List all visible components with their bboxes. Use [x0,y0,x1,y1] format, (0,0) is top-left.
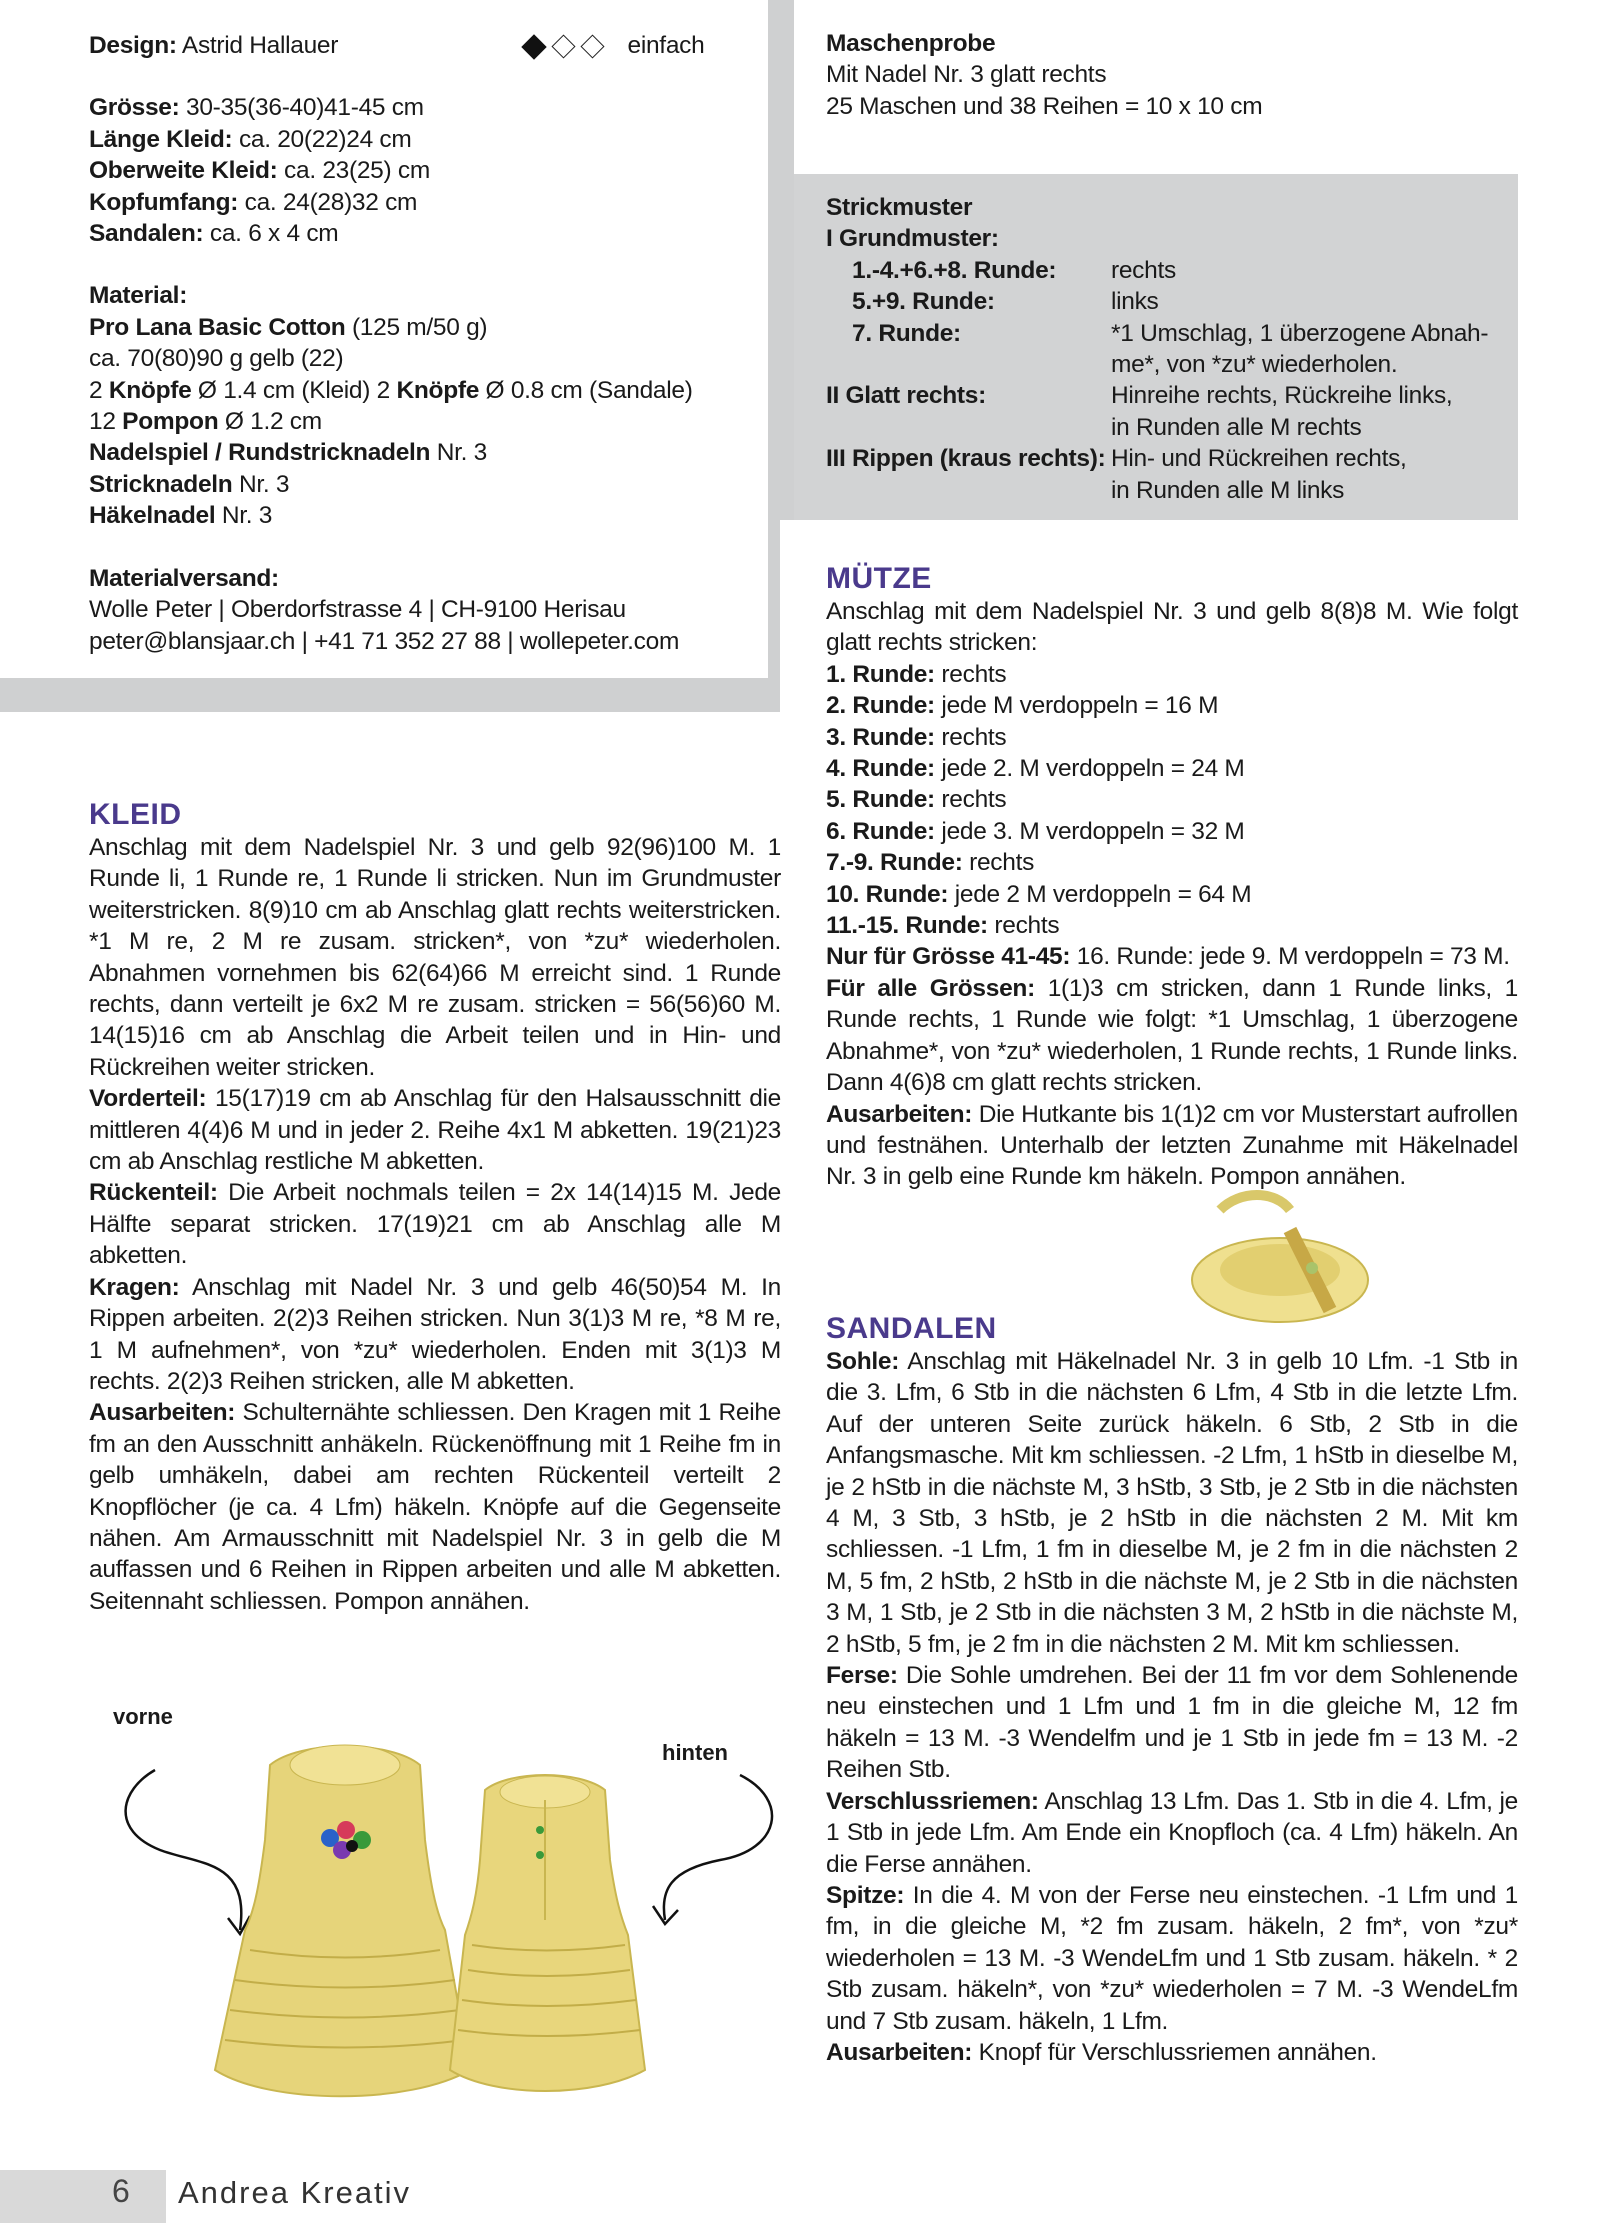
kleid-title: KLEID [89,798,182,831]
kleid-section [89,798,781,1617]
divider-bar [780,0,794,174]
pattern-main-title: I Grundmuster: [826,225,999,253]
round-label: 2. Runde: [826,692,935,720]
head-label: Kopfumfang: [89,188,239,216]
arrow-icon [126,1770,242,1930]
toe-label: Spitze: [826,1881,905,1909]
pattern-row [826,318,1496,349]
muetze-section [826,562,1518,1193]
round-text: jede 2 M verdoppeln = 64 M [948,880,1252,908]
divider-bar [780,174,794,520]
round-label: 10. Runde: [826,880,949,908]
round-row [826,910,1518,941]
head-value: ca. 24(28)32 cm [244,188,418,216]
round-text: rechts [962,849,1035,877]
label-back-photo: hinten [662,1740,728,1765]
pattern-section [826,192,1496,506]
sandalen-finish-text: Knopf für Verschlussriemen annähen. [972,2038,1377,2066]
pattern-row-label: 5.+9. Runde: [852,288,995,316]
front-text: 15(17)19 cm ab Anschlag für den Halsausschnitt die mittleren 4(4)6 M und in jeder 2. Reihe 4x1 M abketten. 19(21)23 cm ab Anschlag restliche M abketten. [89,1085,781,1176]
sandals-value: ca. 6 x 4 cm [209,220,339,248]
all-sizes-text: 1(1)3 cm stricken, dann 1 Runde links, 1 Runde rechts, 1 Runde wie folgt: *1 Umschlag, 1 überzogene Abnahme*, von *zu* wiederholen, 1 Runde rechts, 1 Runde links. Dann 4(6)8 cm glatt rechts stricken. [826,974,1518,1097]
round-row [826,816,1518,847]
pattern-title: Strickmuster [826,194,973,221]
dress-front-image [215,1745,470,2096]
gauge-title: Maschenprobe [826,30,996,57]
yarn-details: (125 m/50 g) [351,313,488,341]
round-row [826,753,1518,784]
round-text: 16. Runde: jede 9. M verdoppeln = 73 M. [1070,943,1510,971]
pattern-ii-label: II Glatt rechts: [826,382,986,410]
length-value: ca. 20(22)24 cm [238,125,412,153]
round-row [826,722,1518,753]
round-label: 7.-9. Runde: [826,849,963,877]
shipping-address: Wolle Peter | Oberdorfstrasse 4 | CH-9100 Herisau [89,596,626,624]
sole-text: Anschlag mit Häkelnadel Nr. 3 in gelb 10 Lfm. -1 Stb in die 3. Lfm, 6 Stb in die nächsten 6 Lfm, 4 Stb in die letzte Lfm. Auf der unteren Seite zurück häkeln. 6 Stb, 2 Stb in die Anfangsmasche. Mit km schliessen. -2 Lfm, 1 hStb in dieselbe M, je 2 hStb in die nächste M, 3 hStb, 3 Stb, je 2 Stb in die nächsten 4 M, 3 Stb, 3 hStb, je 2 hStb in die nächsten 2 M. Mit km schliessen. -1 Lfm, 1 fm in dieselbe M, je 2 fm in die nächsten 2 M, 5 fm, 2 hStb, 2 hStb in die nächste M, je 2 Stb in die nächsten 3 M, 1 Stb, je 2 Stb in die nächsten 3 M, 2 hStb in die nächste M, 2 hStb, 5 fm, je 2 fm in die nächsten 2 M. Mit km schliessen. [826,1348,1518,1658]
knitting-needles-line: Stricknadeln Nr. 3 [89,470,290,498]
pattern-row-value: *1 Umschlag, 1 überzogene Abnah- [1111,319,1489,347]
gauge-line: 25 Maschen und 38 Reihen = 10 x 10 cm [826,92,1263,120]
front-label: Vorderteil: [89,1085,207,1113]
round-text: jede 2. M verdoppeln = 24 M [934,755,1245,783]
round-label: 6. Runde: [826,817,935,845]
label-front-photo: vorne [113,1704,173,1729]
back-label: Rückenteil: [89,1179,218,1207]
pattern-ii-text: in Runden alle M rechts [1111,413,1362,441]
round-row [826,879,1518,910]
difficulty-label: einfach [627,32,705,59]
round-text: jede 3. M verdoppeln = 32 M [934,817,1245,845]
sandalen-title: SANDALEN [826,1312,997,1345]
back-text: Die Arbeit nochmals teilen = 2x 14(14)15 M. Jede Hälfte separat stricken. 17(19)21 cm ab Anschlag alle M abketten. [89,1179,781,1270]
round-row [826,690,1518,721]
needles-line: Nadelspiel / Rundstricknadeln Nr. 3 [89,439,487,467]
muetze-intro: Anschlag mit dem Nadelspiel Nr. 3 und gelb 8(8)8 M. Wie folgt glatt rechts stricken: [826,598,1518,657]
pattern-row-label: 7. Runde: [852,319,961,347]
sole-label: Sohle: [826,1348,900,1375]
material-title: Material: [89,282,188,310]
footer-bar [0,2170,166,2223]
toe-text: In die 4. M von der Ferse neu einstechen. -1 Lfm und 1 fm, in die gleiche M, *2 fm zusam. häkeln, 2 fm*, von *zu* wiederholen = 13 M. -3 WendeLfm und 1 Stb zusam. häkeln. * 2 Stb zusam. häkeln*, von *zu* wiederholen = 7 M. -3 WendeLfm und 7 Stb zusam. häkeln, 1 Lfm. [826,1881,1518,2035]
brand-name: Andrea Kreativ [178,2175,412,2210]
pattern-row [826,349,1496,380]
difficulty-rating [519,30,704,61]
divider-bar [0,678,780,712]
sandalen-finish-label: Ausarbeiten: [826,2038,973,2066]
round-label: Nur für Grösse 41-45: [826,943,1071,971]
all-sizes-label: Für alle Grössen: [826,974,1035,1002]
gauge-section [826,28,1486,122]
page-number: 6 [112,2173,130,2209]
crochet-hook-line: Häkelnadel Nr. 3 [89,502,273,530]
collar-label: Kragen: [89,1273,180,1301]
dress-back-image [450,1775,645,2091]
round-text: jede M verdoppeln = 16 M [934,692,1219,720]
muetze-finish-label: Ausarbeiten: [826,1100,973,1128]
sandal-photo [1180,1190,1380,1330]
heel-text: Die Sohle umdrehen. Bei der 11 fm vor dem Sohlenende neu einstechen und 1 Lfm und 1 fm in die gleiche M, 12 fm häkeln = 13 M. -3 Wendelfm und je 1 Stb in jede fm = 13 M. -2 Reihen Stb. [826,1662,1518,1784]
design-label: Design: [89,32,177,59]
design-info [89,30,749,657]
size-value: 30-35(36-40)41-45 cm [186,94,424,122]
pattern-row [826,255,1496,286]
round-text: rechts [934,723,1007,751]
heel-label: Ferse: [826,1662,898,1690]
pattern-iii-text: Hin- und Rückreihen rechts, [1111,445,1407,473]
pattern-row [826,286,1496,317]
pattern-row-value: rechts [1111,256,1176,284]
round-label: 5. Runde: [826,786,935,814]
round-text: rechts [987,912,1060,940]
diamond-empty-icon [580,35,604,59]
chest-value: ca. 23(25) cm [284,157,430,185]
gauge-line: Mit Nadel Nr. 3 glatt rechts [826,61,1107,89]
diamond-empty-icon [551,35,575,59]
pattern-row-value: links [1111,288,1159,316]
yarn-amount: ca. 70(80)90 g gelb (22) [89,345,344,373]
round-row [826,847,1518,878]
kleid-intro: Anschlag mit dem Nadelspiel Nr. 3 und gelb 92(96)100 M. 1 Runde li, 1 Runde re, 1 Runde li stricken. Nun im Grundmuster weiterstricken. 8(9)10 cm ab Anschlag glatt rechts weiterstricken. *1 M re, 2 M re zusam. stricken*, von *zu* wiederholen. Abnahmen vornehmen bis 62(64)66 M erreicht sind. 1 Runde rechts, dann verteilt je 6x2 M re zusam. stricken = 56(56)60 M. 14(15)16 cm ab Anschlag die Arbeit teilen und in Hin- und Rückreihen weiter stricken. [89,834,781,1081]
round-row [826,784,1518,815]
round-text: rechts [934,786,1007,814]
kleid-finish-text: Schulternähte schliessen. Den Kragen mit 1 Reihe fm an den Ausschnitt anhäkeln. Rückenöffnung mit 1 Reihe fm in gelb umhäkeln, dabei am rechten Rückenteil verteilt 2 Knopflöcher (je ca. 4 Lfm) häkeln. Knöpfe auf die Gegenseite nähen. Am Armausschnitt mit Nadelspiel Nr. 3 in gelb die M auffassen und 6 Reihen in Rippen arbeiten und alle M abketten. Seitennaht schliessen. Pompon annähen. [89,1399,781,1615]
design-value: Astrid Hallauer [181,32,339,59]
round-label: 1. Runde: [826,660,935,688]
pattern-iii-label: III Rippen (kraus rechts): [826,445,1106,473]
round-row [826,941,1518,972]
muetze-finish-text: Die Hutkante bis 1(1)2 cm vor Musterstart aufrollen und festnähen. Unterhalb der letzten Zunahme mit Häkelnadel Nr. 3 in gelb eine Runde km häkeln. Pompon annähen. [826,1100,1518,1191]
round-text: rechts [934,660,1007,688]
pattern-iii-text: in Runden alle M links [1111,476,1345,504]
round-label: 11.-15. Runde: [826,912,988,940]
divider-bar [768,0,780,712]
chest-label: Oberweite Kleid: [89,157,278,185]
arrow-icon [664,1775,772,1920]
round-label: 3. Runde: [826,723,935,751]
pattern-row-value: me*, von *zu* wiederholen. [1111,351,1398,379]
pattern-ii-text: Hinreihe rechts, Rückreihe links, [1111,382,1453,410]
sandals-label: Sandalen: [89,220,204,248]
strap-text: Anschlag 13 Lfm. Das 1. Stb in die 4. Lfm, je 1 Stb in jede Lfm. Am Ende ein Knopfloch (ca. 4 Lfm) häkeln. An die Ferse annähen. [826,1787,1518,1878]
collar-text: Anschlag mit Nadel Nr. 3 und gelb 46(50)54 M. In Rippen arbeiten. 2(2)3 Reihen stricken. Nun 3(1)3 M re, *8 M re, 1 M aufnehmen*, von *zu* wiederholen. Enden mit 3(1)3 M rechts. 2(2)3 Reihen stricken, alle M abketten. [89,1273,781,1395]
pompon-line: 12 Pompon Ø 1.2 cm [89,408,322,436]
strap-label: Verschlussriemen: [826,1787,1039,1815]
kleid-finish-label: Ausarbeiten: [89,1399,236,1427]
length-label: Länge Kleid: [89,125,233,153]
shipping-title: Materialversand: [89,564,279,592]
yarn-name: Pro Lana Basic Cotton [89,313,346,341]
round-label: 4. Runde: [826,755,935,783]
size-label: Grösse: [89,94,180,122]
sandalen-section [826,1312,1518,2068]
diamond-filled-icon [521,34,546,59]
muetze-title: MÜTZE [826,562,932,595]
buttons-line: 2 Knöpfe Ø 1.4 cm (Kleid) 2 Knöpfe Ø 0.8 cm (Sandale) [89,376,693,404]
shipping-contact: peter@blansjaar.ch | +41 71 352 27 88 | wollepeter.com [89,627,680,655]
round-row [826,659,1518,690]
dress-photos [100,1720,800,2140]
pattern-row-label: 1.-4.+6.+8. Runde: [852,256,1057,284]
